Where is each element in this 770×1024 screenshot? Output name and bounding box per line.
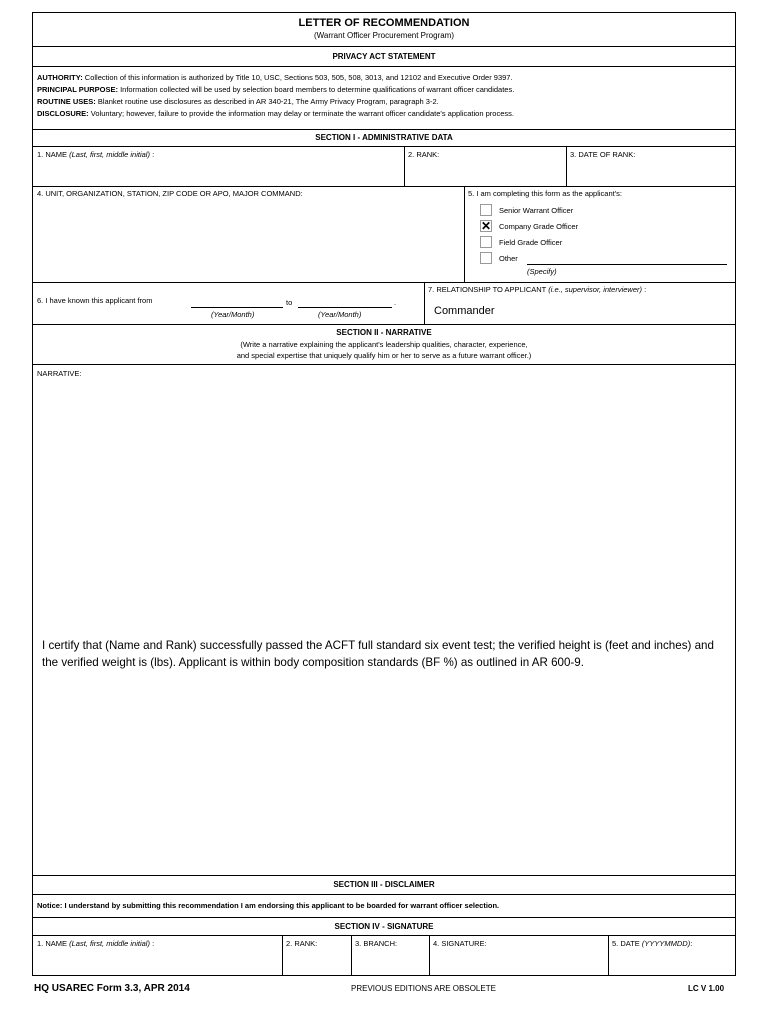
unit-input[interactable] [37, 203, 457, 279]
section4-title: SECTION IV - SIGNATURE [334, 922, 434, 931]
senior-warrant-checkbox[interactable] [480, 204, 492, 216]
form-subtitle: (Warrant Officer Procurement Program) [313, 31, 455, 40]
company-grade-checkbox[interactable]: ✕ [481, 219, 492, 233]
applicant-name-input[interactable] [37, 164, 397, 182]
known-to-hint: (Year/Month) [318, 310, 362, 319]
form-title: LETTER OF RECOMMENDATION [298, 17, 470, 29]
signer-name-input[interactable] [37, 953, 277, 971]
known-from-label: 6. I have known this applicant from [37, 296, 153, 305]
signer-date-label: 5. DATE (YYYYMMDD): [612, 939, 693, 948]
date-of-rank-label: 3. DATE OF RANK: [570, 150, 636, 159]
rank-label: 2. RANK: [408, 150, 440, 159]
senior-warrant-label: Senior Warrant Officer [499, 206, 574, 215]
known-from-hint: (Year/Month) [211, 310, 255, 319]
date-of-rank-input[interactable] [570, 164, 730, 182]
signature-label: 4. SIGNATURE: [433, 939, 487, 948]
section3-title: SECTION III - DISCLAIMER [333, 880, 435, 889]
section2-instructions-1: (Write a narrative explaining the applicant's leadership qualities, character, experience, [240, 340, 528, 349]
completing-as-label: 5. I am completing this form as the applicant's: [468, 189, 623, 198]
section2-instructions-2: and special expertise that uniquely qualify him or her to serve as a future warrant officer.) [236, 351, 532, 360]
narrative-text[interactable]: I certify that (Name and Rank) successfully passed the ACFT full standard six event test; the verified height is (feet and inches) and the verified weight is (lbs). Applicant is within body composition standards (BF %) as outlined in AR 600-9. [42, 639, 714, 669]
to-label: to [286, 298, 293, 307]
editions-notice: PREVIOUS EDITIONS ARE OBSOLETE [351, 984, 496, 993]
field-grade-label: Field Grade Officer [499, 238, 563, 247]
form-id: HQ USAREC Form 3.3, APR 2014 [34, 983, 190, 994]
disclaimer-notice: Notice: I understand by submitting this recommendation I am endorsing this applicant to be boarded for warrant officer selection. [37, 901, 500, 910]
signature-field[interactable] [433, 953, 603, 971]
other-checkbox[interactable] [480, 252, 492, 264]
period-mark: . [394, 298, 397, 307]
name-label: 1. NAME (Last, first, middle initial) : [37, 150, 155, 159]
signer-name-label: 1. NAME (Last, first, middle initial) : [37, 939, 155, 948]
narrative-label: NARRATIVE: [37, 369, 82, 378]
signer-date-input[interactable] [612, 953, 732, 971]
signer-branch-label: 3. BRANCH: [355, 939, 398, 948]
recommendation-form [32, 12, 736, 976]
relationship-label: 7. RELATIONSHIP TO APPLICANT (i.e., supervisor, interviewer) : [428, 285, 647, 294]
section2-title: SECTION II - NARRATIVE [336, 328, 432, 337]
specify-hint: (Specify) [527, 267, 557, 276]
signer-branch-input[interactable] [355, 953, 425, 971]
privacy-routine-uses: ROUTINE USES: Blanket routine use disclosures as described in AR 340-21, The Army Privacy Program, paragraph 3-2. [37, 97, 439, 106]
privacy-authority: AUTHORITY: Collection of this information is authorized by Title 10, USC, Sections 503, 505, 508, 3013, and 12102 and Executive Order 9397. [37, 73, 513, 82]
other-label: Other [499, 254, 518, 263]
relationship-value[interactable]: Commander [434, 305, 495, 317]
privacy-disclosure: DISCLOSURE: Voluntary; however, failure to provide the information may delay or terminate the warrant officer candidate's application process. [37, 109, 514, 118]
signer-rank-label: 2. RANK: [286, 939, 318, 948]
applicant-rank-input[interactable] [408, 164, 563, 182]
unit-label: 4. UNIT, ORGANIZATION, STATION, ZIP CODE OR APO, MAJOR COMMAND: [37, 189, 303, 198]
form-version: LC V 1.00 [688, 984, 725, 993]
section1-title: SECTION I - ADMINISTRATIVE DATA [315, 133, 453, 142]
privacy-purpose: PRINCIPAL PURPOSE: Information collected will be used by selection board members to determine qualifications of warrant officer candidates. [37, 85, 515, 94]
privacy-title: PRIVACY ACT STATEMENT [332, 52, 436, 61]
company-grade-label: Company Grade Officer [499, 222, 579, 231]
signer-rank-input[interactable] [286, 953, 348, 971]
field-grade-checkbox[interactable] [480, 236, 492, 248]
